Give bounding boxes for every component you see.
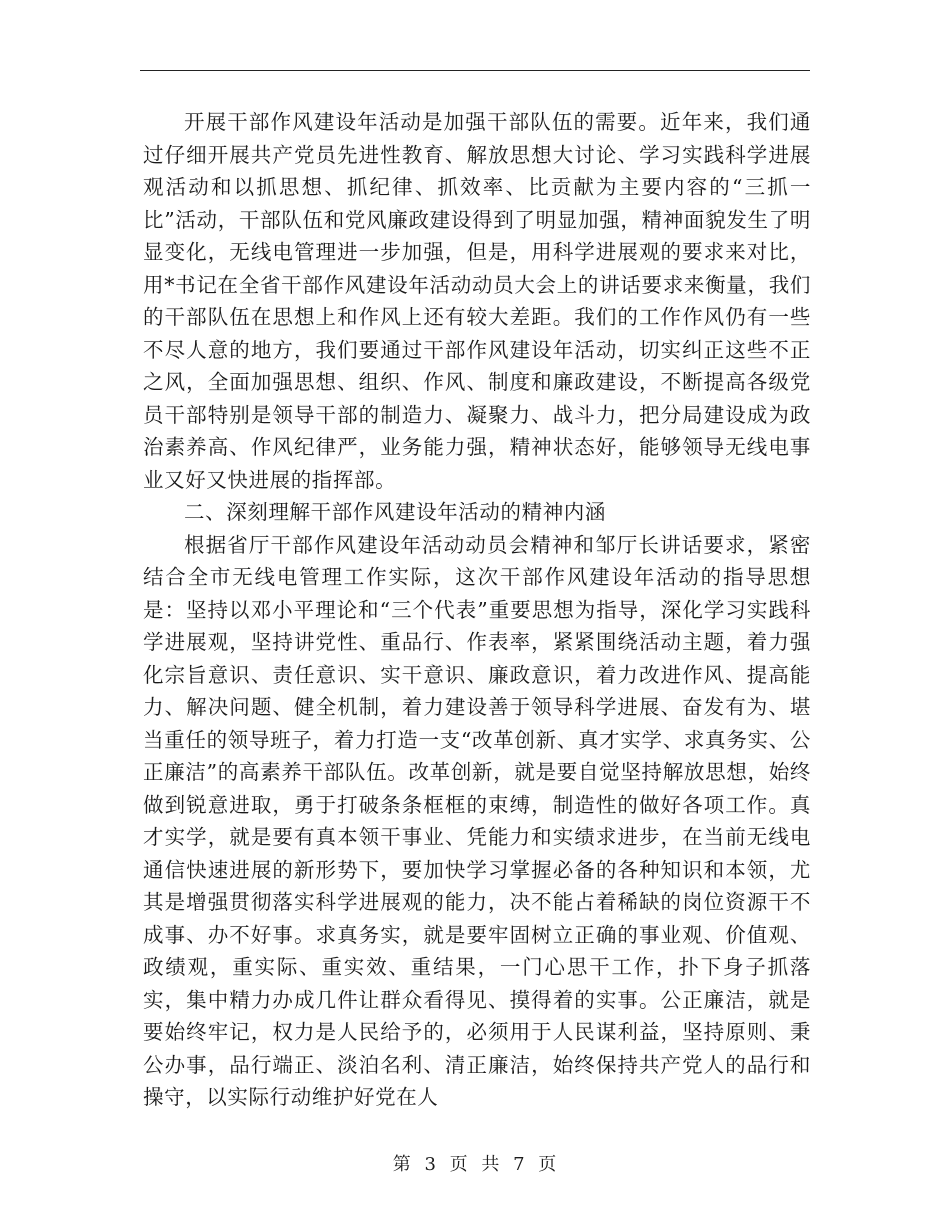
paragraph-cadre-needs: 开展干部作风建设年活动是加强干部队伍的需要。近年来，我们通过仔细开展共产党员先进性教育、解放思想大讨论、学习实践科学进展观活动和以抓思想、抓纪律、抓效率、比贡献为主要内容的“三抓一比”活动，干部队伍和党风廉政建设得到了明显加强，精神面貌发生了明显变化，无线电管理进一步加强，但是，用科学进展观的要求来对比，用*书记在全省干部作风建设年活动动员大会上的讲话要求来衡量，我们的干部队伍在思想上和作风上还有较大差距。我们的工作作风仍有一些不尽人意的地方，我们要通过干部作风建设年活动，切实纠正这些不正之风，全面加强思想、组织、作风、制度和廉政建设，不断提高各级党员干部特别是领导干部的制造力、凝聚力、战斗力，把分局建设成为政治素养高、作风纪律严，业务能力强，精神状态好，能够领导无线电事业又好又快进展的指挥部。 bbox=[143, 110, 811, 492]
footer-prefix: 第 bbox=[392, 1154, 412, 1175]
paragraph-guiding-thought: 根据省厅干部作风建设年活动动员会精神和邹厅长讲话要求，紧密结合全市无线电管理工作实际，这次干部作风建设年活动的指导思想是：坚持以邓小平理论和“三个代表”重要思想为指导，深化学习实践科学进展观，坚持讲党性、重品行、作表率，紧紧围绕活动主题，着力强化宗旨意识、责任意识、实干意识、廉政意识，着力改进作风、提高能力、解决问题、健全机制，着力建设善于领导科学进展、奋发有为、堪当重任的领导班子，着力打造一支“改革创新、真才实学、求真务实、公正廉洁”的高素养干部队伍。改革创新，就是要自觉坚持解放思想，始终做到锐意进取，勇于打破条条框框的束缚，制造性的做好各项工作。真才实学，就是要有真本领干事业、凭能力和实绩求进步，在当前无线电通信快速进展的新形势下，要加快学习掌握必备的各种知识和本领，尤其是增强贯彻落实科学进展观的能力，决不能占着稀缺的岗位资源干不成事、办不好事。求真务实，就是要牢固树立正确的事业观、价值观、政绩观，重实际、重实效、重结果，一门心思干工作，扑下身子抓落实，集中精力办成几件让群众看得见、摸得着的实事。公正廉洁，就是要始终牢记，权力是人民给予的，必须用于人民谋利益，坚持原则、秉公办事，品行端正、淡泊名利、清正廉洁，始终保持共产党人的品行和操守，以实际行动维护好党在人 bbox=[143, 532, 811, 1109]
footer-page-word: 页 bbox=[449, 1154, 469, 1175]
document-body bbox=[143, 106, 811, 1114]
header-rule bbox=[140, 70, 810, 71]
footer-total-pages: 7 bbox=[513, 1154, 526, 1175]
section-heading-2: 二、深刻理解干部作风建设年活动的精神内涵 bbox=[184, 500, 606, 524]
page-footer bbox=[0, 1150, 950, 1176]
footer-total-prefix: 共 bbox=[481, 1154, 501, 1175]
footer-current-page: 3 bbox=[424, 1154, 437, 1175]
footer-total-word: 页 bbox=[538, 1154, 558, 1175]
